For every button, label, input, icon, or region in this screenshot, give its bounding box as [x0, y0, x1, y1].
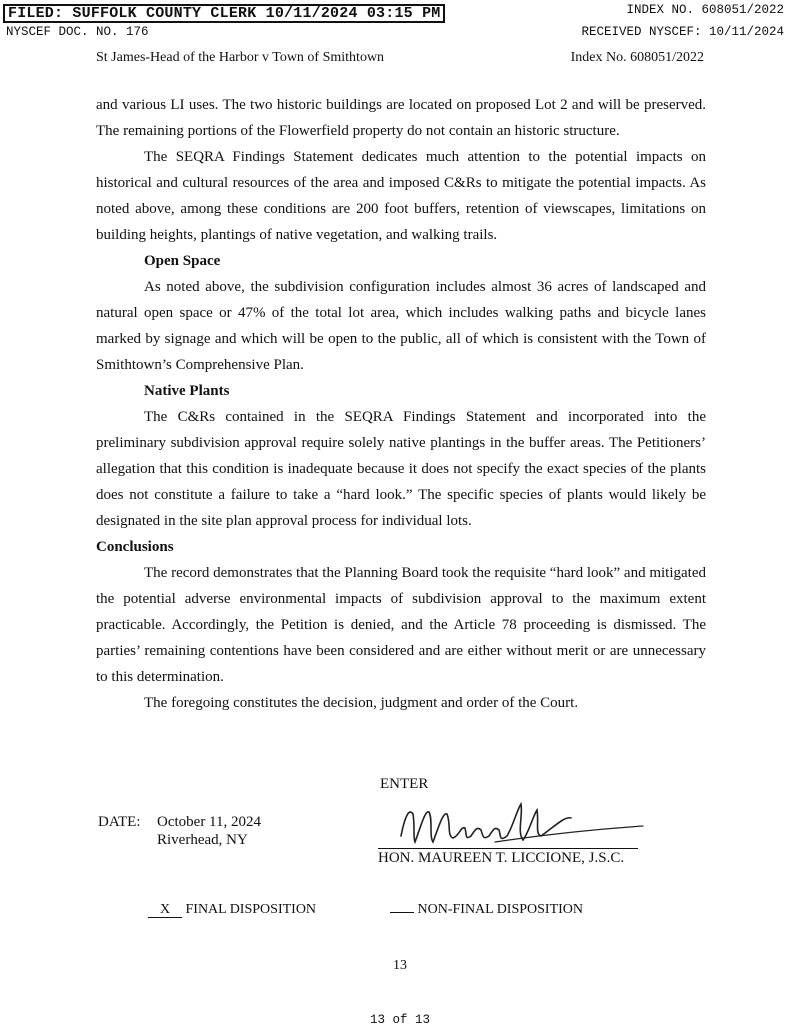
final-disposition-label: FINAL DISPOSITION	[185, 902, 317, 917]
received-stamp: RECEIVED NYSCEF: 10/11/2024	[581, 25, 784, 39]
section-heading: Conclusions	[96, 539, 174, 555]
paragraph: and various LI uses. The two historic buildings are located on proposed Lot 2 and will be preserved. The remaining portions of the Flowerfield property do not contain an historic structure.	[96, 97, 706, 139]
non-final-disposition-mark	[390, 912, 414, 913]
document-body	[96, 92, 706, 716]
section-heading: Native Plants	[144, 383, 230, 399]
signature-line	[378, 848, 638, 849]
final-disposition	[148, 902, 316, 918]
judge-name: HON. MAUREEN T. LICCIONE, J.S.C.	[378, 850, 625, 866]
paragraph: The foregoing constitutes the decision, judgment and order of the Court.	[144, 695, 579, 711]
nyscef-doc-number: NYSCEF DOC. NO. 176	[6, 25, 149, 39]
page-number: 13	[393, 958, 407, 973]
place-value: Riverhead, NY	[157, 832, 248, 848]
non-final-disposition-label: NON-FINAL DISPOSITION	[417, 902, 584, 917]
index-number-header: INDEX NO. 608051/2022	[626, 3, 784, 17]
case-caption: St James-Head of the Harbor v Town of Smithtown	[96, 50, 385, 65]
paragraph: As noted above, the subdivision configuration includes almost 36 acres of landscaped and natural open space or 47% of the total lot area, which includes walking paths and bicycle lanes marked by signage and which will be open to the public, all of which is consistent with the Town of Smithtown’s Comprehensive Plan.	[96, 279, 706, 373]
date-value: October 11, 2024	[157, 814, 262, 830]
paragraph: The record demonstrates that the Planning Board took the requisite “hard look” and mitigated the potential adverse environmental impacts of subdivision approval to the maximum extent practicable. Accordingly, the Petition is denied, and the Article 78 proceeding is dismissed. The parties’ remaining contentions have been considered and are either without merit or are unnecessary to this determination.	[96, 565, 706, 685]
caption-index-number: Index No. 608051/2022	[570, 50, 704, 65]
date-label: DATE:	[98, 814, 141, 830]
paragraph: The SEQRA Findings Statement dedicates much attention to the potential impacts on historical and cultural resources of the area and imposed C&Rs to mitigate the potential impacts. As noted above, among these conditions are 200 foot buffers, retention of viewscapes, limitations on building heights, plantings of native vegetation, and walking trails.	[96, 149, 706, 243]
page-of-total: 13 of 13	[369, 1013, 430, 1027]
paragraph: The C&Rs contained in the SEQRA Findings Statement and incorporated into the preliminary subdivision approval require solely native plantings in the buffer areas. The Petitioners’ allegation that this condition is inadequate because it does not specify the exact species of the plants does not constitute a failure to take a “hard look.” The specific species of plants would likely be designated in the site plan approval process for individual lots.	[96, 409, 706, 529]
section-heading: Open Space	[144, 253, 221, 269]
enter-label: ENTER	[380, 776, 429, 792]
final-disposition-mark: X	[148, 903, 182, 918]
non-final-disposition	[390, 902, 583, 918]
filed-stamp: FILED: SUFFOLK COUNTY CLERK 10/11/2024 03:15 PM	[3, 4, 445, 23]
